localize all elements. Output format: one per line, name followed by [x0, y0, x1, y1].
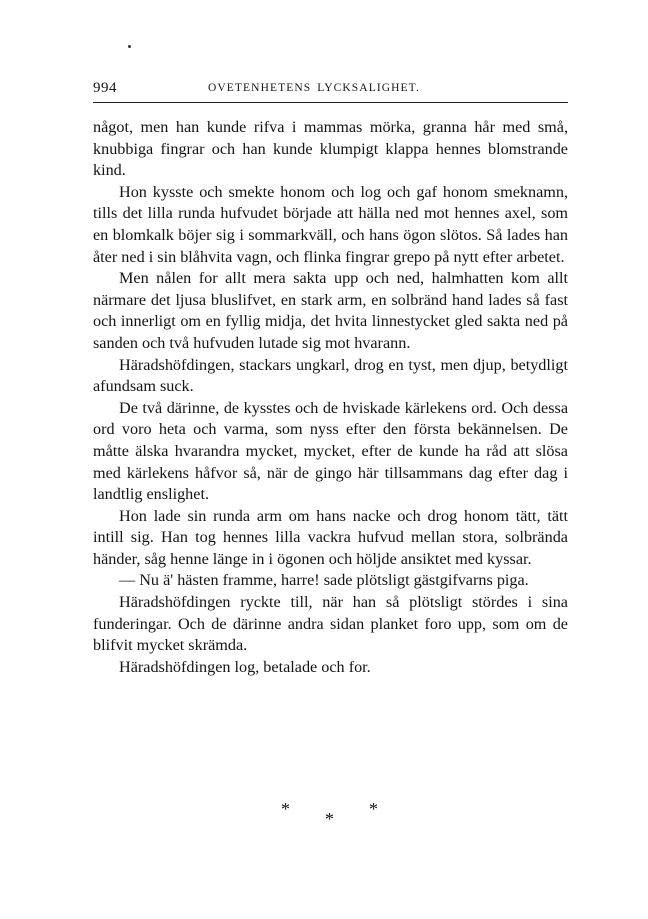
- paragraph: Men nålen for allt mera sakta upp och ned, halmhatten kom allt närmare det ljusa bluslifvet, en stark arm, en solbränd hand lades så fast och innerligt om en fyllig midja, det hvita linnestycket gled sakta ned på sanden och två hufvuden lutade sig mot hvarann.: [93, 269, 568, 352]
- asterisk: *: [369, 799, 378, 819]
- paragraph: Häradshöfdingen, stackars ungkarl, drog en tyst, men djup, betydligt afundsam suck.: [93, 355, 568, 396]
- page-header: [93, 80, 568, 100]
- asterisk: *: [281, 799, 290, 819]
- paragraph: något, men han kunde rifva i mammas mörka, granna hår med små, knubbiga fingrar och han kunde klumpigt klappa hennes blomstrande kind.: [93, 118, 568, 180]
- paragraph: Häradshöfdingen log, betalade och for.: [119, 657, 371, 676]
- paragraph: — Nu ä' hästen framme, harre! sade plötsligt gästgifvarns piga.: [119, 571, 529, 590]
- paragraph: Hon lade sin runda arm om hans nacke och drog honom tätt, tätt intill sig. Han tog hennes lilla vackra hufvud mellan stora, solbrända händer, såg henne länge in i ögonen och höljde ansiktet med kyssar.: [93, 506, 568, 568]
- paragraph: Hon kysste och smekte honom och log och gaf honom smeknamn, tills det lilla runda hufvudet började att hälla ned mot hennes axel, som en blomkalk böjer sig i sommarkväll, och hans ögon slötos. Så lades han åter ned i sin blåhvita vagn, och flinka fingrar grepo på nytt efter arbetet.: [93, 182, 568, 266]
- paragraph: De två därinne, de kysstes och de hviskade kärlekens ord. Och dessa ord voro heta och varma, som nyss efter den första bekännelsen. De måtte älska hvarandra mycket, mycket, efter de kunde ha råd att slösa med kärlekens håfvor så, när de gingo här tillsammans dag efter dag i landtlig enslighet.: [93, 398, 568, 504]
- section-break: [0, 800, 648, 830]
- header-rule: [93, 102, 568, 103]
- page-number: 994: [93, 80, 117, 96]
- asterisk: *: [325, 809, 334, 829]
- body-text: [93, 117, 568, 678]
- running-title: OVETENHETENS LYCKSALIGHET.: [208, 82, 420, 94]
- paragraph: Häradshöfdingen ryckte till, när han så plötsligt stördes i sina funderingar. Och de därinne andra sidan planket foro upp, som om de blifvit mycket skrämda.: [93, 593, 568, 655]
- ink-speck: [128, 45, 131, 48]
